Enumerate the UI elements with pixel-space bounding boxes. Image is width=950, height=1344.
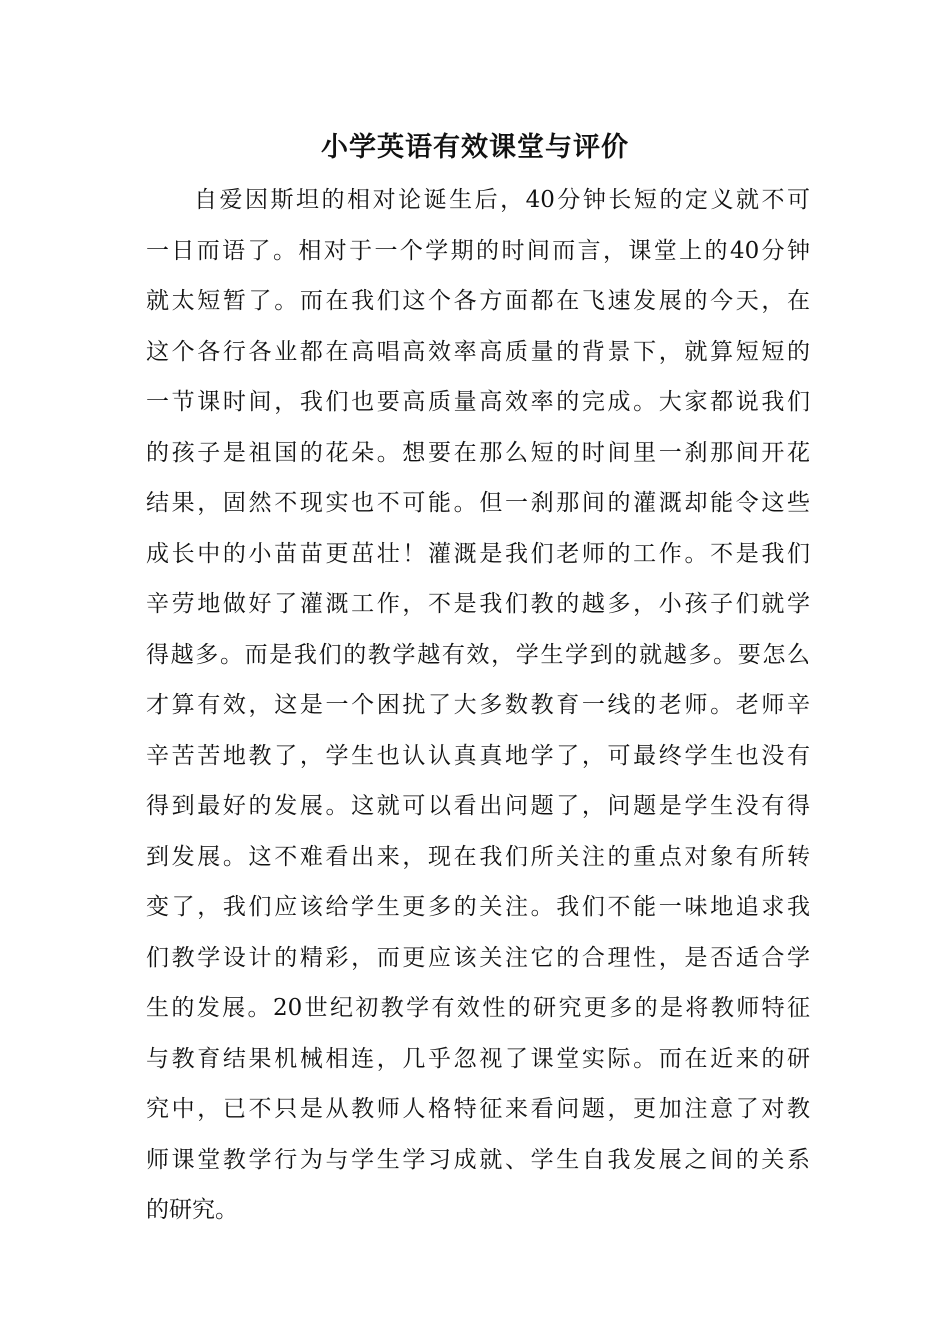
paragraph-line: 的研究。 (146, 1197, 238, 1223)
paragraph-line: 这个各行各业都在高唱高效率高质量的背景下，就算短短的 (146, 338, 810, 365)
paragraph-line: 才算有效，这是一个困扰了大多数教育一线的老师。老师辛 (146, 692, 810, 718)
paragraph-line: 一节课时间，我们也要高质量高效率的完成。大家都说我们 (146, 389, 810, 415)
paragraph-line: 自爱因斯坦的相对论诞生后，40分钟长短的定义就不可 (194, 187, 810, 213)
paragraph-line: 就太短暂了。而在我们这个各方面都在飞速发展的今天，在 (146, 288, 810, 314)
paragraph-line: 生的发展。20世纪初教学有效性的研究更多的是将教师特征 (146, 995, 810, 1021)
paragraph-line: 变了，我们应该给学生更多的关注。我们不能一味地追求我 (146, 894, 810, 920)
paragraph-line: 到发展。这不难看出来，现在我们所关注的重点对象有所转 (146, 843, 810, 870)
paragraph-line: 成长中的小苗苗更茁壮！灌溉是我们老师的工作。不是我们 (146, 540, 810, 567)
paragraph-line: 得到最好的发展。这就可以看出问题了，问题是学生没有得 (146, 793, 810, 819)
paragraph-line: 究中，已不只是从教师人格特征来看问题，更加注意了对教 (146, 1096, 810, 1122)
paragraph-line: 一日而语了。相对于一个学期的时间而言，课堂上的40分钟 (146, 237, 810, 264)
paragraph-line: 结果，固然不现实也不可能。但一刹那间的灌溉却能令这些 (146, 490, 810, 516)
paragraph-line: 们教学设计的精彩，而更应该关注它的合理性，是否适合学 (146, 944, 810, 971)
body-paragraph (146, 180, 810, 1241)
paragraph-line: 辛劳地做好了灌溉工作，不是我们教的越多，小孩子们就学 (146, 591, 810, 617)
paragraph-line: 的孩子是祖国的花朵。想要在那么短的时间里一刹那间开花 (146, 439, 810, 466)
document-title: 小学英语有效课堂与评价 (321, 132, 629, 163)
paragraph-line: 师课堂教学行为与学生学习成就、学生自我发展之间的关系 (146, 1146, 810, 1173)
paragraph-line: 与教育结果机械相连，几乎忽视了课堂实际。而在近来的研 (146, 1045, 810, 1072)
paragraph-line: 辛苦苦地教了，学生也认认真真地学了，可最终学生也没有 (146, 742, 810, 769)
paragraph-line: 得越多。而是我们的教学越有效，学生学到的就越多。要怎么 (146, 641, 810, 668)
